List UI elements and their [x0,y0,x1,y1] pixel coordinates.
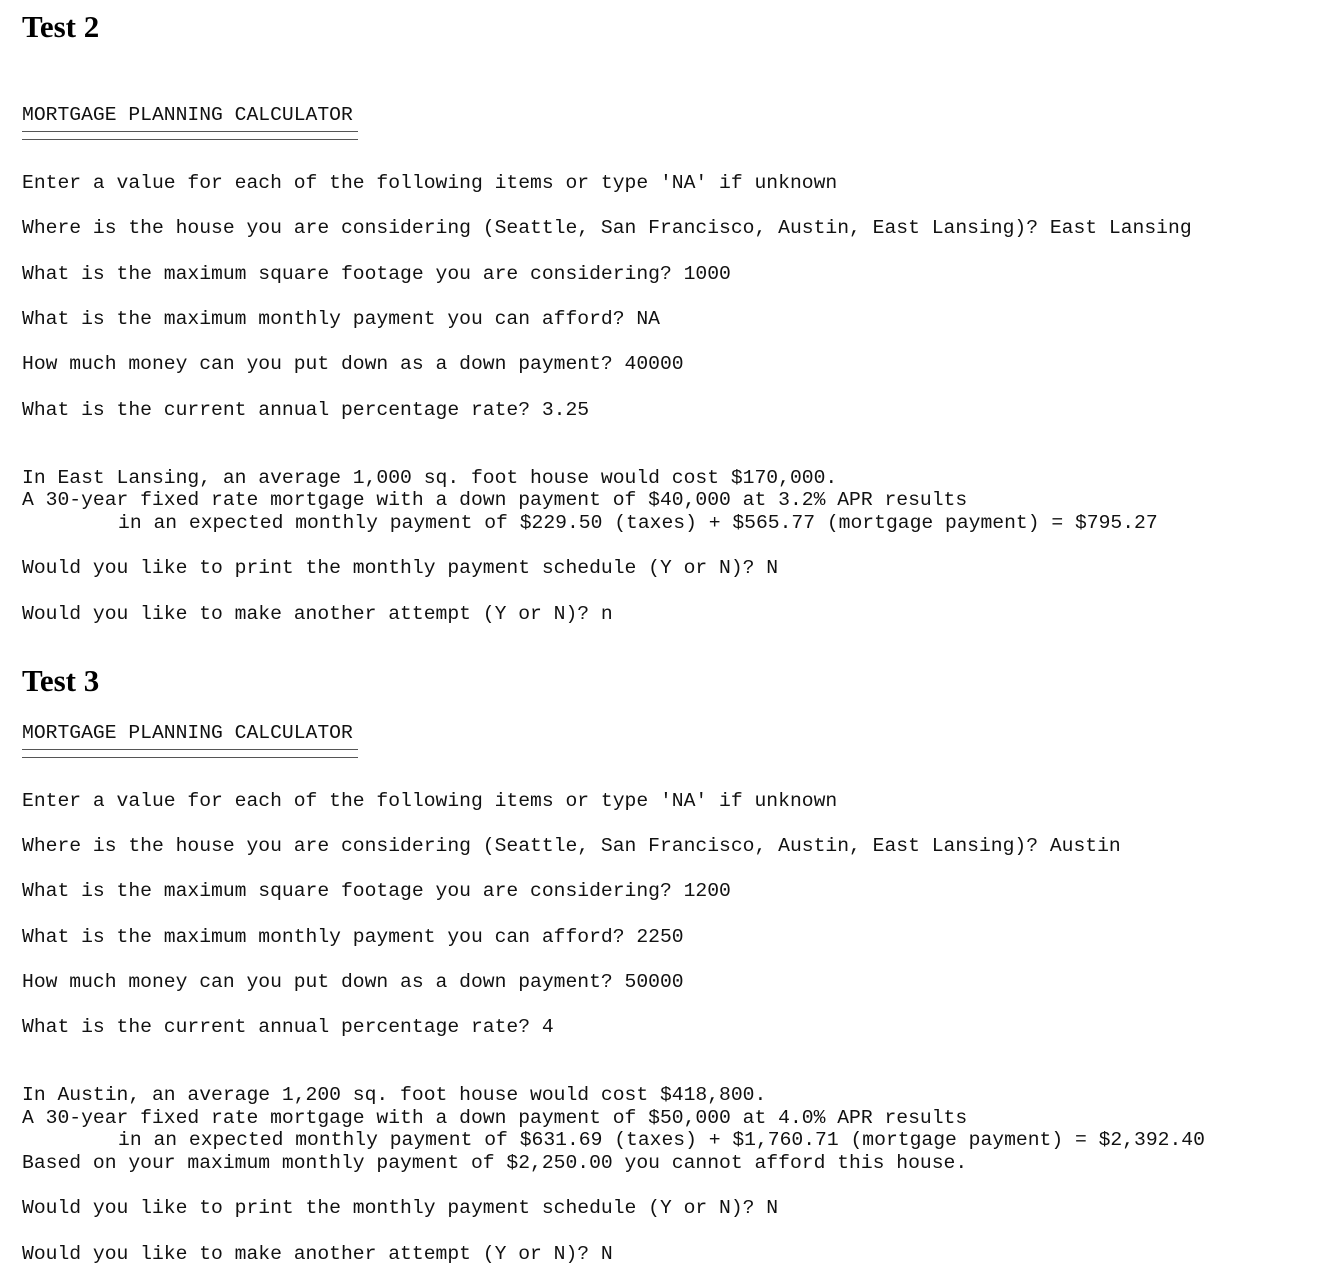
affordability-warning: Based on your maximum monthly payment of $2,250.00 you cannot afford this house. [22,1152,968,1174]
prompt-monthly-payment: What is the maximum monthly payment you can afford? 2250 [22,926,684,948]
prompt-location: Where is the house you are considering (Seattle, San Francisco, Austin, East Lansing)? East Lansing [22,217,1192,239]
result-line: A 30-year fixed rate mortgage with a down payment of $50,000 at 4.0% APR results [22,1107,968,1129]
result-line: In Austin, an average 1,200 sq. foot house would cost $418,800. [22,1084,767,1106]
result-line: in an expected monthly payment of $631.69 (taxes) + $1,760.71 (mortgage payment) = $2,392.40 [118,1129,1205,1151]
result-line: in an expected monthly payment of $229.50 (taxes) + $565.77 (mortgage payment) = $795.27 [118,512,1158,534]
prompt-apr: What is the current annual percentage rate? 4 [22,1016,554,1038]
print-schedule-question: Would you like to print the monthly payment schedule (Y or N)? N [22,557,779,579]
print-schedule-question: Would you like to print the monthly payment schedule (Y or N)? N [22,1197,779,1219]
prompt-down-payment: How much money can you put down as a down payment? 50000 [22,971,684,993]
app-title: MORTGAGE PLANNING CALCULATOR [22,104,353,126]
another-attempt-question: Would you like to make another attempt (Y or N)? n [22,603,613,625]
section-heading: Test 3 [22,663,100,698]
prompt-square-footage: What is the maximum square footage you are considering? 1000 [22,263,731,285]
app-title: MORTGAGE PLANNING CALCULATOR [22,722,353,744]
result-line: In East Lansing, an average 1,000 sq. foot house would cost $170,000. [22,467,838,489]
instruction-text: Enter a value for each of the following items or type 'NA' if unknown [22,790,838,812]
prompt-down-payment: How much money can you put down as a down payment? 40000 [22,353,684,375]
section-heading: Test 2 [22,9,100,44]
prompt-location: Where is the house you are considering (Seattle, San Francisco, Austin, East Lansing)? Austin [22,835,1121,857]
title-underline [22,131,358,140]
title-underline [22,749,358,758]
prompt-apr: What is the current annual percentage rate? 3.25 [22,399,590,421]
result-line: A 30-year fixed rate mortgage with a down payment of $40,000 at 3.2% APR results [22,489,968,511]
prompt-square-footage: What is the maximum square footage you are considering? 1200 [22,880,731,902]
instruction-text: Enter a value for each of the following items or type 'NA' if unknown [22,172,838,194]
prompt-monthly-payment: What is the maximum monthly payment you can afford? NA [22,308,660,330]
another-attempt-question: Would you like to make another attempt (Y or N)? N [22,1243,613,1265]
